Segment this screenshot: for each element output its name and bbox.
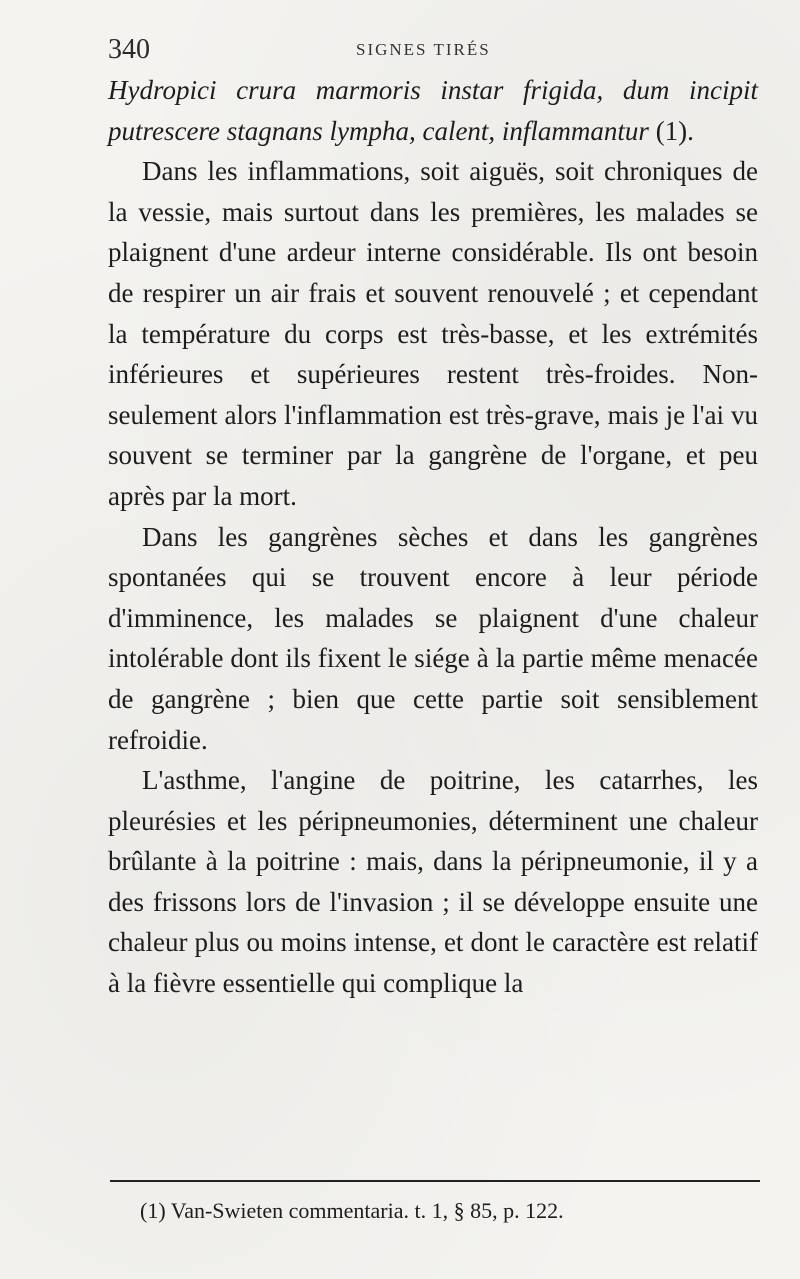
body-text	[108, 70, 758, 1004]
footnote-rule	[110, 1180, 760, 1182]
footnote: (1) Van-Swieten commentaria. t. 1, § 85, p. 122.	[140, 1198, 564, 1223]
footnote-reference: (1).	[655, 115, 694, 146]
paragraph-asthme: L'asthme, l'angine de poitrine, les catarrhes, les pleurésies et les péripneumonies, déterminent une chaleur brûlante à la poitrine : mais, dans la péripneumonie, il y a des frissons lors de l'invasion ; il se développe ensuite une chaleur plus ou moins intense, et dont le caractère est relatif à la fièvre essentielle qui complique la	[108, 765, 758, 999]
page-header	[108, 34, 758, 68]
page-number: 340	[108, 34, 150, 65]
latin-quotation-text: Hydropici crura marmoris instar frigida, dum incipit putrescere stagnans lympha, calent, inflammantur	[108, 75, 758, 146]
latin-quotation	[108, 70, 758, 151]
paragraph-gangrenes: Dans les gangrènes sèches et dans les gangrènes spontanées qui se trouvent encore à leur période d'imminence, les malades se plaignent d'une chaleur intolérable dont ils fixent le siége à la partie même menacée de gangrène ; bien que cette partie soit sensiblement refroidie.	[108, 521, 758, 755]
running-head: SIGNES TIRÉS	[356, 40, 491, 59]
paragraph-inflammations: Dans les inflammations, soit aiguës, soit chroniques de la vessie, mais surtout dans les premières, les malades se plaignent d'une ardeur interne considérable. Ils ont besoin de respirer un air frais et souvent renouvelé ; et cependant la température du corps est très-basse, et les extrémités inférieures et supérieures restent très-froides. Non-seulement alors l'inflammation est très-grave, mais je l'ai vu souvent se terminer par la gangrène de l'organe, et peu après par la mort.	[108, 156, 758, 511]
